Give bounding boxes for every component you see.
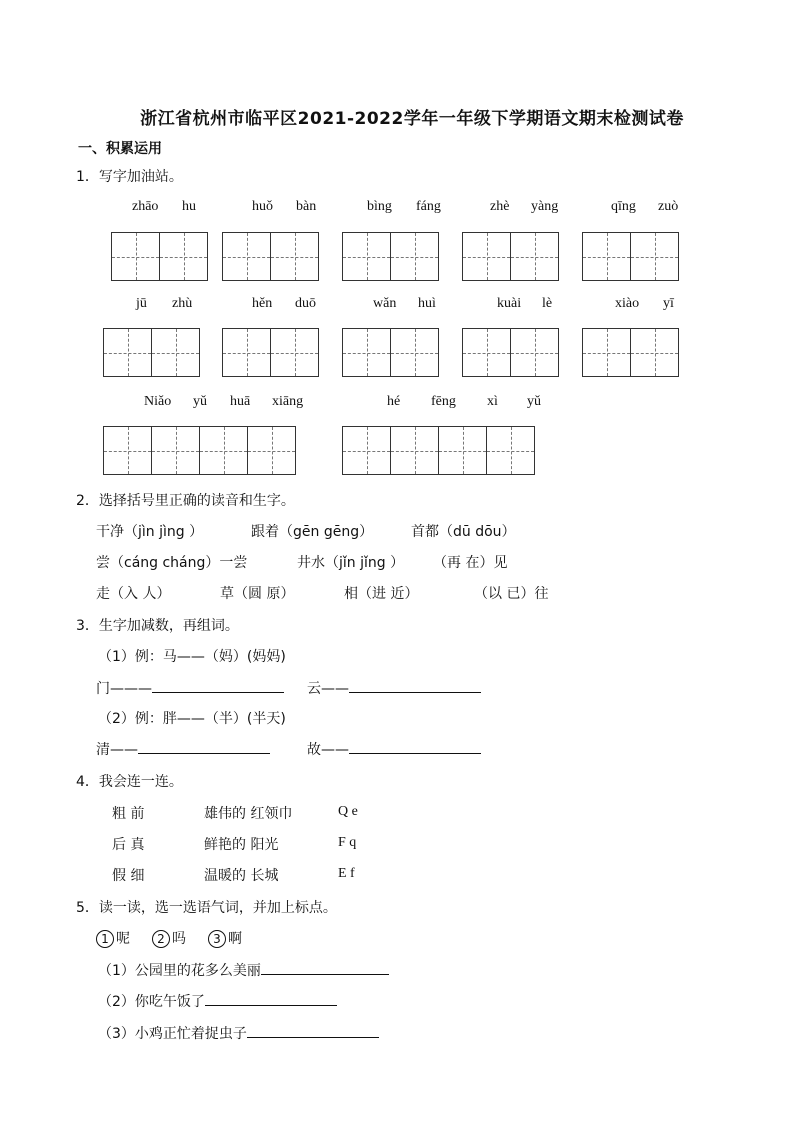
fill-item: （3）小鸡正忙着捉虫子 xyxy=(98,1023,379,1043)
pinyin: zhāo xyxy=(132,199,159,214)
match-item[interactable]: 后 真 xyxy=(112,837,145,853)
match-item[interactable]: Q e xyxy=(338,804,358,819)
section-heading: 一、积累运用 xyxy=(78,141,162,157)
pinyin: Niǎo xyxy=(144,394,172,409)
question-4-label: 4．我会连一连。 xyxy=(76,774,183,790)
circled-number: 1 xyxy=(96,930,114,948)
example-line: （1）例：马——（妈）(妈妈) xyxy=(98,649,286,665)
pinyin: kuài xyxy=(497,296,522,311)
writing-grid[interactable] xyxy=(222,328,319,377)
question-item: 相（进 近） xyxy=(344,586,419,602)
question-item: 跟着（gēn gēng） xyxy=(251,524,374,540)
pinyin: duō xyxy=(295,296,316,311)
pinyin: bìng xyxy=(367,199,392,214)
pinyin: yàng xyxy=(531,199,559,214)
question-item: （以 已）往 xyxy=(474,586,549,602)
blank-prompt: 清—— xyxy=(96,739,270,759)
pinyin: hé xyxy=(387,394,401,409)
pinyin: xiāng xyxy=(272,394,304,409)
writing-grid[interactable] xyxy=(582,232,679,281)
match-item[interactable]: E f xyxy=(338,866,355,881)
pinyin: yǔ xyxy=(527,394,541,409)
question-item: 干净（jìn jìng ） xyxy=(96,524,204,540)
option[interactable]: 2 吗 xyxy=(152,928,186,948)
circled-number: 2 xyxy=(152,930,170,948)
writing-grid[interactable] xyxy=(342,328,439,377)
option[interactable]: 1 呢 xyxy=(96,928,130,948)
match-item[interactable]: 粗 前 xyxy=(112,806,145,822)
question-item: （再 在）见 xyxy=(433,555,508,571)
question-item: 尝（cáng cháng）一尝 xyxy=(96,555,248,571)
pinyin: qīng xyxy=(611,199,636,214)
question-item: 草（圆 原） xyxy=(220,586,295,602)
writing-grid[interactable] xyxy=(342,232,439,281)
writing-grid[interactable] xyxy=(103,328,200,377)
fill-item: （1）公园里的花多么美丽 xyxy=(98,960,389,980)
pinyin: wǎn xyxy=(373,296,397,311)
writing-grid[interactable] xyxy=(103,426,296,475)
pinyin: fáng xyxy=(416,199,441,214)
pinyin: fēng xyxy=(431,394,456,409)
fill-item: （2）你吃午饭了 xyxy=(98,991,337,1011)
pinyin: yī xyxy=(663,296,674,311)
pinyin: hu xyxy=(182,199,196,214)
pinyin: xiào xyxy=(615,296,640,311)
question-item: 首都（dū dōu） xyxy=(411,524,516,540)
circled-number: 3 xyxy=(208,930,226,948)
pinyin: jū xyxy=(136,296,147,311)
blank-prompt: 故—— xyxy=(307,739,481,759)
writing-grid[interactable] xyxy=(462,232,559,281)
match-item[interactable]: 鲜艳的 阳光 xyxy=(204,837,279,853)
writing-grid[interactable] xyxy=(222,232,319,281)
pinyin: xì xyxy=(487,394,498,409)
page-title: 浙江省杭州市临平区2021-2022学年一年级下学期语文期末检测试卷 xyxy=(140,109,684,129)
pinyin: zhè xyxy=(490,199,510,214)
pinyin: bàn xyxy=(296,199,317,214)
writing-grid[interactable] xyxy=(342,426,535,475)
pinyin: hěn xyxy=(252,296,273,311)
match-item[interactable]: 假 细 xyxy=(112,868,145,884)
writing-grid[interactable] xyxy=(111,232,208,281)
question-1-label: 1．写字加油站。 xyxy=(76,169,183,185)
match-item[interactable]: 温暖的 长城 xyxy=(204,868,279,884)
pinyin: lè xyxy=(542,296,553,311)
pinyin: huì xyxy=(418,296,436,311)
question-2-label: 2．选择括号里正确的读音和生字。 xyxy=(76,493,295,509)
question-item: 走（入 人） xyxy=(96,586,171,602)
pinyin: zhù xyxy=(172,296,193,311)
match-item[interactable]: 雄伟的 红领巾 xyxy=(204,806,293,822)
writing-grid[interactable] xyxy=(582,328,679,377)
pinyin: huǒ xyxy=(252,199,273,214)
question-5-label: 5．读一读，选一选语气词，并加上标点。 xyxy=(76,900,337,916)
writing-grid[interactable] xyxy=(462,328,559,377)
blank-prompt: 门——— xyxy=(96,678,284,698)
pinyin: huā xyxy=(230,394,251,409)
pinyin: yǔ xyxy=(193,394,207,409)
question-item: 井水（jǐn jǐng ） xyxy=(297,555,405,571)
pinyin: zuò xyxy=(658,199,679,214)
blank-prompt: 云—— xyxy=(307,678,481,698)
question-3-label: 3．生字加减数，再组词。 xyxy=(76,618,239,634)
example-line: （2）例：胖——（半）(半天) xyxy=(98,711,286,727)
match-item[interactable]: F q xyxy=(338,835,357,850)
option[interactable]: 3 啊 xyxy=(208,928,242,948)
